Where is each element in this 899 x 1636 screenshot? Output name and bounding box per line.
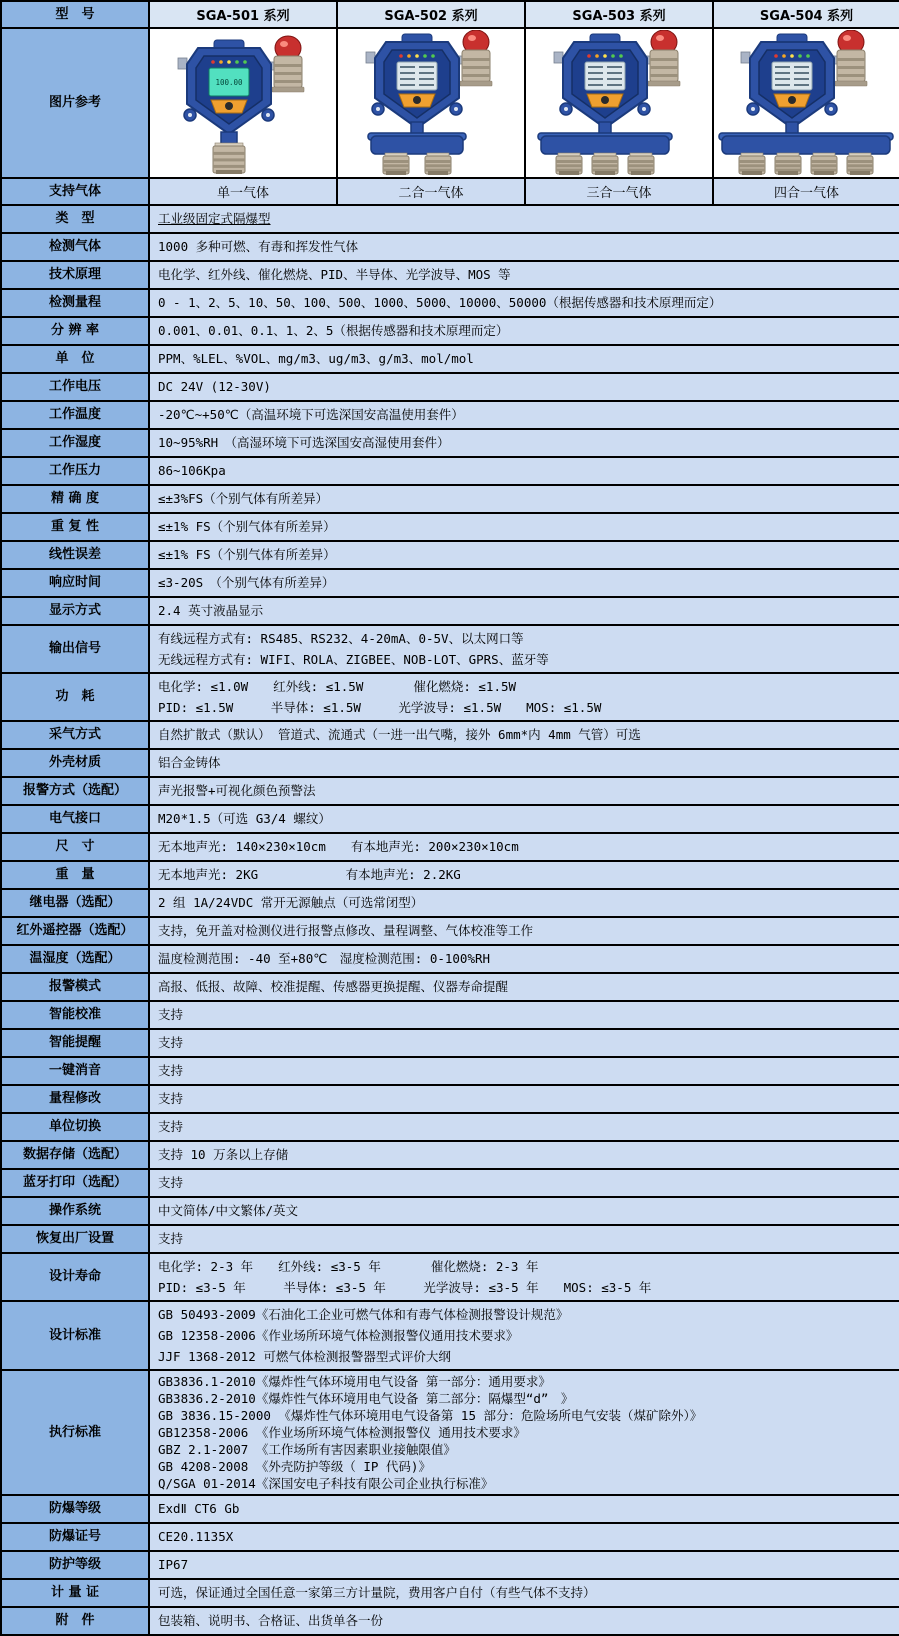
row-value [149, 1085, 899, 1113]
row-label: 功 耗 [1, 673, 149, 721]
spec-row [1, 1029, 899, 1057]
spec-row [1, 1001, 899, 1029]
row-label: 精 确 度 [1, 485, 149, 513]
row-value-line: 支持 [158, 1007, 184, 1022]
row-value-line: 无本地声光: 2KG 有本地声光: 2.2KG [158, 867, 461, 882]
row-value-line: 高报、低报、故障、校准提醒、传感器更换提醒、仪器寿命提醒 [158, 979, 509, 994]
row-value-line: 支持 [158, 1035, 184, 1050]
row-value [149, 805, 899, 833]
row-label: 工作湿度 [1, 429, 149, 457]
row-value [149, 1523, 899, 1551]
row-value-line: 2 组 1A/24VDC 常开无源触点（可选常闭型） [158, 895, 424, 910]
row-label: 单 位 [1, 345, 149, 373]
row-value [149, 833, 899, 861]
row-value-line: 86~106Kpa [158, 463, 226, 478]
spec-row [1, 401, 899, 429]
row-value-line: 有线远程方式有: RS485、RS232、4-20mA、0-5V、以太网口等 [158, 631, 524, 646]
row-value [149, 1370, 899, 1495]
row-value-line: 电化学、红外线、催化燃烧、PID、半导体、光学波导、MOS 等 [158, 267, 511, 282]
row-label: 采气方式 [1, 721, 149, 749]
row-value [149, 889, 899, 917]
spec-row [1, 1169, 899, 1197]
spec-row [1, 1607, 899, 1635]
row-value [149, 1169, 899, 1197]
row-label: 工作电压 [1, 373, 149, 401]
spec-row [1, 569, 899, 597]
gas-value-3: 三合一气体 [525, 178, 713, 205]
row-value-line: GBZ 2.1-2007 《工作场所有害因素职业接触限值》 [158, 1442, 456, 1457]
spec-row [1, 1085, 899, 1113]
row-value-line: 声光报警+可视化颜色预警法 [158, 783, 316, 798]
row-label: 分 辨 率 [1, 317, 149, 345]
row-value [149, 1141, 899, 1169]
spec-row [1, 457, 899, 485]
spec-row [1, 289, 899, 317]
row-label: 量程修改 [1, 1085, 149, 1113]
model-name-2: SGA-502 系列 [337, 1, 525, 28]
row-label: 智能提醒 [1, 1029, 149, 1057]
row-label: 电气接口 [1, 805, 149, 833]
row-label: 蓝牙打印（选配） [1, 1169, 149, 1197]
row-value [149, 721, 899, 749]
spec-row [1, 805, 899, 833]
row-value-line: 0 - 1、2、5、10、50、100、500、1000、5000、10000、50000（根据传感器和技术原理而定） [158, 295, 722, 310]
row-value [149, 205, 899, 233]
gas-value-2: 二合一气体 [337, 178, 525, 205]
row-label: 类 型 [1, 205, 149, 233]
row-value [149, 345, 899, 373]
spec-row [1, 205, 899, 233]
spec-row [1, 1551, 899, 1579]
row-value-line: 0.001、0.01、0.1、1、2、5（根据传感器和技术原理而定） [158, 323, 509, 338]
model-name-3: SGA-503 系列 [525, 1, 713, 28]
spec-row [1, 597, 899, 625]
model-name-1: SGA-501 系列 [149, 1, 337, 28]
row-label: 防爆等级 [1, 1495, 149, 1523]
row-value-line: 无线远程方式有: WIFI、ROLA、ZIGBEE、NOB-LOT、GPRS、蓝牙等 [158, 652, 549, 667]
spec-row [1, 513, 899, 541]
row-value [149, 1225, 899, 1253]
row-value-line: GB 3836.15-2000 《爆炸性气体环境用电气设备第 15 部分：危险场所电气安装（煤矿除外）》 [158, 1408, 703, 1423]
row-value [149, 541, 899, 569]
spec-row [1, 1579, 899, 1607]
row-value-line: 支持 [158, 1091, 184, 1106]
spec-row [1, 1495, 899, 1523]
model-header-label: 型 号 [1, 1, 149, 28]
row-value-line: GB3836.1-2010《爆炸性气体环境用电气设备 第一部分：通用要求》 [158, 1374, 551, 1389]
row-value-line: ≤3-20S （个别气体有所差异） [158, 575, 335, 590]
row-value-line: 支持 [158, 1231, 184, 1246]
spec-row [1, 345, 899, 373]
row-value [149, 429, 899, 457]
spec-row [1, 233, 899, 261]
row-value [149, 485, 899, 513]
row-value-line: ExdⅡ CT6 Gb [158, 1501, 240, 1516]
row-value-line: 电化学: ≤1.0W 红外线: ≤1.5W 催化燃烧: ≤1.5W [158, 679, 517, 694]
row-value [149, 673, 899, 721]
row-value-line: JJF 1368-2012 可燃气体检测报警器型式评价大纲 [158, 1349, 451, 1364]
row-value [149, 1253, 899, 1301]
row-value-line: 电化学: 2-3 年 红外线: ≤3-5 年 催化燃烧: 2-3 年 [158, 1259, 539, 1274]
spec-row [1, 485, 899, 513]
row-value [149, 749, 899, 777]
row-value-line: PID: ≤3-5 年 半导体: ≤3-5 年 光学波导: ≤3-5 年 MOS: ≤3-5 年 [158, 1280, 652, 1295]
row-label: 设计寿命 [1, 1253, 149, 1301]
row-value [149, 233, 899, 261]
image-row [1, 28, 899, 178]
spec-row [1, 1225, 899, 1253]
row-label: 显示方式 [1, 597, 149, 625]
row-value [149, 1301, 899, 1370]
row-value-line: ≤±1% FS（个别气体有所差异） [158, 519, 336, 534]
spec-row [1, 373, 899, 401]
row-value [149, 513, 899, 541]
row-value-line: 支持 [158, 1063, 184, 1078]
row-value [149, 1197, 899, 1225]
row-value-line: ≤±3%FS（个别气体有所差异） [158, 491, 329, 506]
row-value-line: 支持 [158, 1119, 184, 1134]
spec-table-body [1, 1, 899, 1635]
row-value-line: 支持 10 万条以上存储 [158, 1147, 289, 1162]
spec-row [1, 721, 899, 749]
spec-row [1, 625, 899, 673]
row-label: 检测量程 [1, 289, 149, 317]
row-value [149, 1579, 899, 1607]
model-header-row [1, 1, 899, 28]
row-label: 线性误差 [1, 541, 149, 569]
row-value-line: M20*1.5（可选 G3/4 螺纹） [158, 811, 331, 826]
row-label: 防护等级 [1, 1551, 149, 1579]
row-value-line: 包装箱、说明书、合格证、出货单各一份 [158, 1613, 384, 1628]
spec-row [1, 1523, 899, 1551]
row-label: 报警方式（选配） [1, 777, 149, 805]
row-value [149, 289, 899, 317]
row-value-line: Q/SGA 01-2014《深国安电子科技有限公司企业执行标准》 [158, 1476, 494, 1491]
row-label: 数据存储（选配） [1, 1141, 149, 1169]
spec-row [1, 1141, 899, 1169]
row-value-line: 1000 多种可燃、有毒和挥发性气体 [158, 239, 359, 254]
spec-row [1, 673, 899, 721]
row-value [149, 1607, 899, 1635]
row-value-line: GB12358-2006 《作业场所环境气体检测报警仪 通用技术要求》 [158, 1425, 526, 1440]
row-value [149, 625, 899, 673]
row-label: 计 量 证 [1, 1579, 149, 1607]
spec-row [1, 1253, 899, 1301]
row-label: 输出信号 [1, 625, 149, 673]
product-image-sga-502 [337, 28, 525, 178]
row-value-line: CE20.1135X [158, 1529, 234, 1544]
spec-row [1, 1370, 899, 1495]
spec-row [1, 1057, 899, 1085]
spec-row [1, 317, 899, 345]
row-value [149, 457, 899, 485]
spec-row [1, 973, 899, 1001]
spec-row [1, 861, 899, 889]
row-label: 重 量 [1, 861, 149, 889]
row-label: 防爆证号 [1, 1523, 149, 1551]
row-label: 继电器（选配） [1, 889, 149, 917]
row-label: 尺 寸 [1, 833, 149, 861]
row-value-line: GB3836.2-2010《爆炸性气体环境用电气设备 第二部分：隔爆型“d” 》 [158, 1391, 574, 1406]
spec-row [1, 945, 899, 973]
row-value-line: ≤±1% FS（个别气体有所差异） [158, 547, 336, 562]
row-value [149, 1113, 899, 1141]
row-label: 恢复出厂设置 [1, 1225, 149, 1253]
gas-row [1, 178, 899, 205]
row-value [149, 1495, 899, 1523]
spec-row [1, 889, 899, 917]
row-value [149, 1551, 899, 1579]
row-value-line: 支持 [158, 1175, 184, 1190]
row-value-line: GB 12358-2006《作业场所环境气体检测报警仪通用技术要求》 [158, 1328, 519, 1343]
product-image-sga-504 [713, 28, 899, 178]
spec-row [1, 261, 899, 289]
row-label: 设计标准 [1, 1301, 149, 1370]
gas-value-1: 单一气体 [149, 178, 337, 205]
row-label: 检测气体 [1, 233, 149, 261]
row-label: 重 复 性 [1, 513, 149, 541]
row-label: 响应时间 [1, 569, 149, 597]
image-row-label: 图片参考 [1, 28, 149, 178]
row-value-line: GB 50493-2009《石油化工企业可燃气体和有毒气体检测报警设计规范》 [158, 1307, 569, 1322]
row-value-line: 2.4 英寸液晶显示 [158, 603, 264, 618]
row-value [149, 1001, 899, 1029]
row-value [149, 973, 899, 1001]
row-value-line: 支持，免开盖对检测仪进行报警点修改、量程调整、气体校准等工作 [158, 923, 534, 938]
row-value-line: 可选，保证通过全国任意一家第三方计量院，费用客户自付（有些气体不支持） [158, 1585, 596, 1600]
row-label: 红外遥控器（选配） [1, 917, 149, 945]
svg-text:100.00: 100.00 [214, 78, 243, 87]
row-value [149, 597, 899, 625]
row-value-line: 10~95%RH （高湿环境下可选深国安高湿使用套件） [158, 435, 450, 450]
row-value [149, 861, 899, 889]
row-value-line: 温度检测范围: -40 至+80℃ 湿度检测范围: 0-100%RH [158, 951, 491, 966]
gas-row-label: 支持气体 [1, 178, 149, 205]
row-value [149, 945, 899, 973]
row-value-line: PPM、%LEL、%VOL、mg/m3、ug/m3、g/m3、mol/mol [158, 351, 474, 366]
spec-row [1, 749, 899, 777]
row-value [149, 261, 899, 289]
row-value-line: IP67 [158, 1557, 189, 1572]
row-label: 智能校准 [1, 1001, 149, 1029]
row-value [149, 1029, 899, 1057]
row-value [149, 777, 899, 805]
row-value [149, 569, 899, 597]
product-image-sga-501 [149, 28, 337, 178]
row-value-line: 铝合金铸体 [158, 755, 221, 770]
row-value [149, 317, 899, 345]
row-value [149, 401, 899, 429]
row-label: 执行标准 [1, 1370, 149, 1495]
row-label: 工作压力 [1, 457, 149, 485]
row-label: 技术原理 [1, 261, 149, 289]
row-label: 外壳材质 [1, 749, 149, 777]
spec-row [1, 429, 899, 457]
product-image-sga-503 [525, 28, 713, 178]
row-label: 单位切换 [1, 1113, 149, 1141]
row-label: 一键消音 [1, 1057, 149, 1085]
spec-row [1, 1113, 899, 1141]
row-value-line: GB 4208-2008 《外壳防护等级（ IP 代码)》 [158, 1459, 431, 1474]
row-value-line: 无本地声光: 140×230×10cm 有本地声光: 200×230×10cm [158, 839, 519, 854]
row-value-line: -20℃~+50℃（高温环境下可选深国安高温使用套件） [158, 407, 464, 422]
row-value-line: 自然扩散式（默认） 管道式、流通式（一进一出气嘴，接外 6mm*内 4mm 气管）可选 [158, 727, 641, 742]
row-value [149, 917, 899, 945]
spec-row [1, 541, 899, 569]
spec-row [1, 1301, 899, 1370]
row-label: 操作系统 [1, 1197, 149, 1225]
row-label: 工作温度 [1, 401, 149, 429]
row-value-line: 中文简体/中文繁体/英文 [158, 1203, 299, 1218]
spec-row [1, 1197, 899, 1225]
row-label: 温湿度（选配） [1, 945, 149, 973]
row-label: 附 件 [1, 1607, 149, 1635]
spec-row [1, 917, 899, 945]
row-value-line: PID: ≤1.5W 半导体: ≤1.5W 光学波导: ≤1.5W MOS: ≤1.5W [158, 700, 602, 715]
row-value [149, 1057, 899, 1085]
row-value [149, 373, 899, 401]
model-name-4: SGA-504 系列 [713, 1, 899, 28]
gas-value-4: 四合一气体 [713, 178, 899, 205]
row-label: 报警模式 [1, 973, 149, 1001]
row-value-line: 工业级固定式隔爆型 [158, 211, 271, 226]
row-value-line: DC 24V (12-30V) [158, 379, 271, 394]
spec-row [1, 833, 899, 861]
spec-row [1, 777, 899, 805]
